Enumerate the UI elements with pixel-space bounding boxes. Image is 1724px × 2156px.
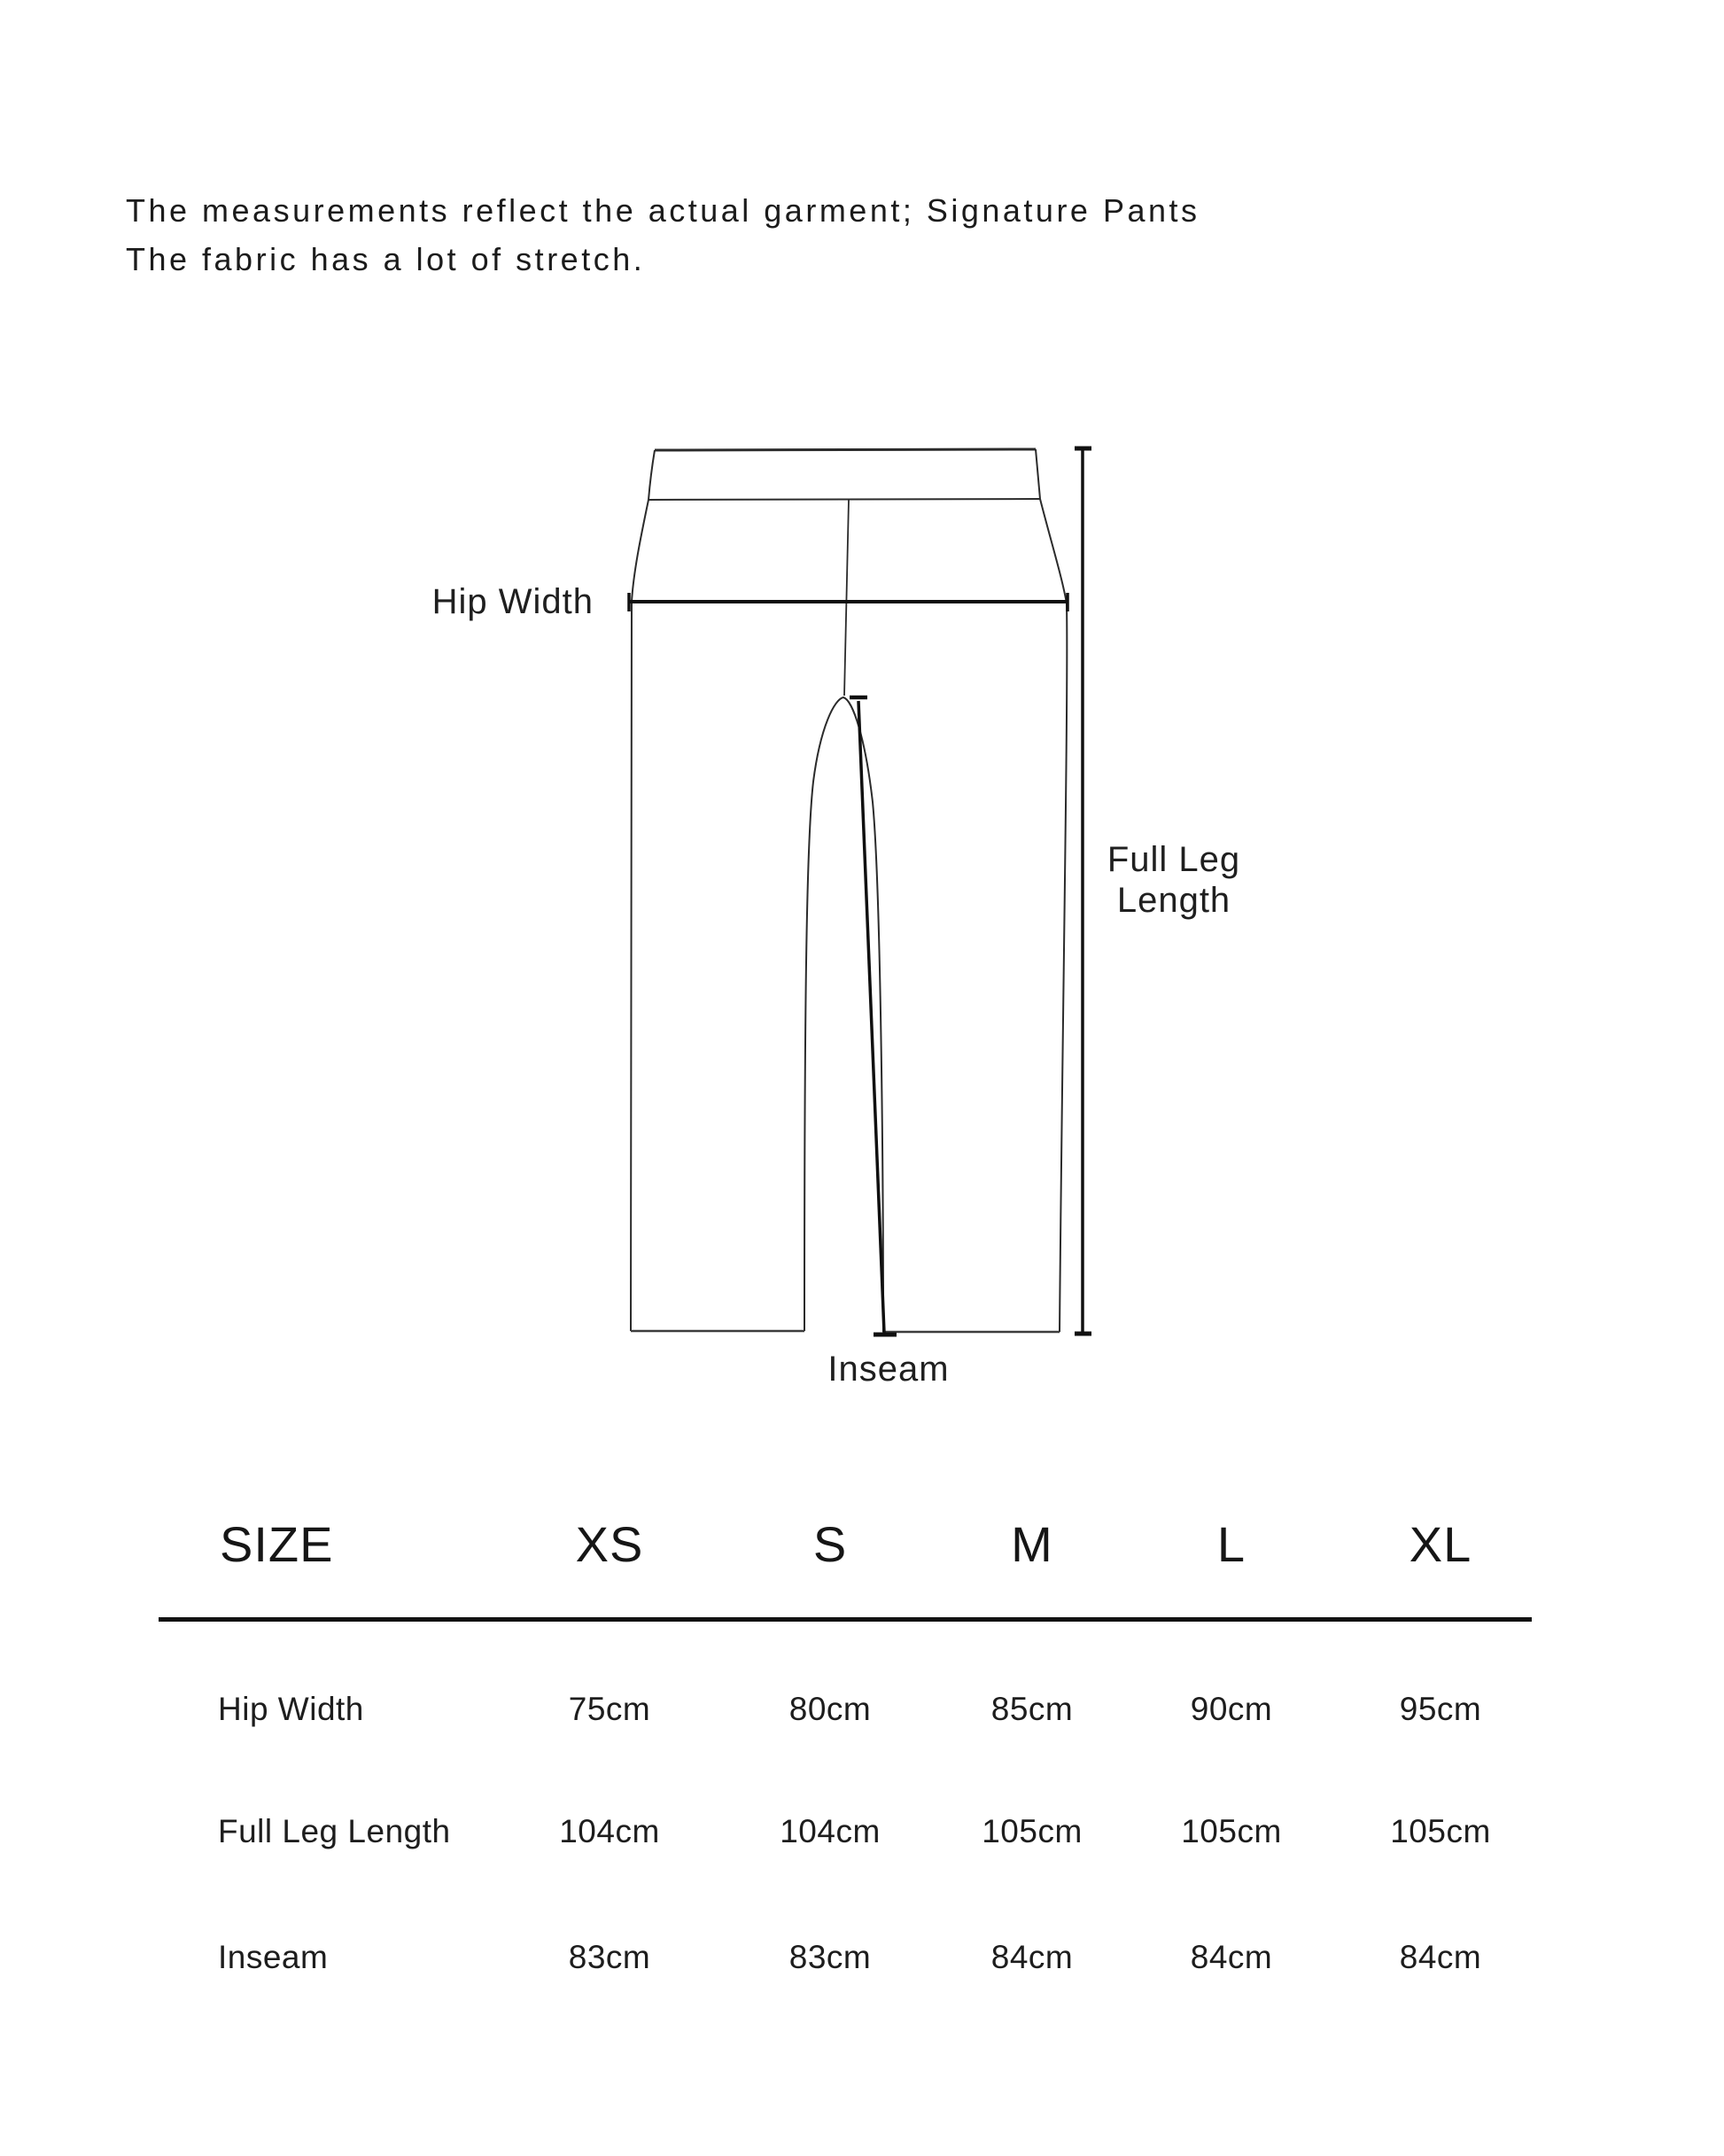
full-leg-l: 105cm <box>1181 1813 1282 1849</box>
full-leg-length-diagram-label <box>1083 839 1265 921</box>
hip-width-xl: 95cm <box>1399 1691 1482 1727</box>
intro-line-2: The fabric has a lot of stretch. <box>126 241 646 277</box>
full-leg-label-line-1: Full Leg <box>1107 840 1241 879</box>
inseam-l: 84cm <box>1190 1939 1273 1975</box>
row-label-hip-width: Hip Width <box>218 1691 364 1727</box>
full-leg-s: 104cm <box>780 1813 881 1849</box>
full-leg-xl: 105cm <box>1390 1813 1491 1849</box>
hip-width-l: 90cm <box>1190 1691 1273 1727</box>
inseam-diagram-label: Inseam <box>827 1350 950 1389</box>
full-leg-xs: 104cm <box>559 1813 660 1849</box>
table-header-size: SIZE <box>220 1516 334 1572</box>
row-label-inseam: Inseam <box>218 1939 329 1975</box>
inseam-measure-line <box>850 697 897 1335</box>
row-label-full-leg-length: Full Leg Length <box>218 1813 451 1849</box>
pants-measurement-diagram <box>496 408 1285 1436</box>
intro-paragraph <box>126 186 1455 284</box>
intro-line-1: The measurements reflect the actual garment; Signature Pants <box>126 192 1200 229</box>
inseam-xl: 84cm <box>1399 1939 1482 1975</box>
table-header-xs: XS <box>575 1516 644 1572</box>
table-header-m: M <box>1011 1516 1053 1572</box>
hip-width-s: 80cm <box>788 1691 872 1727</box>
hip-width-m: 85cm <box>990 1691 1074 1727</box>
hip-width-measure-line <box>629 593 1068 611</box>
hip-width-diagram-label: Hip Width <box>431 582 594 621</box>
table-header-xl: XL <box>1409 1516 1472 1572</box>
inseam-xs: 83cm <box>568 1939 651 1975</box>
table-header-s: S <box>812 1516 848 1572</box>
inseam-m: 84cm <box>990 1939 1074 1975</box>
hip-width-xs: 75cm <box>568 1691 651 1727</box>
table-header-l: L <box>1216 1516 1246 1572</box>
pants-outline <box>630 449 1067 1332</box>
full-leg-label-line-2: Length <box>1116 881 1231 920</box>
inseam-s: 83cm <box>788 1939 872 1975</box>
table-header-divider <box>159 1617 1532 1622</box>
full-leg-m: 105cm <box>982 1813 1083 1849</box>
